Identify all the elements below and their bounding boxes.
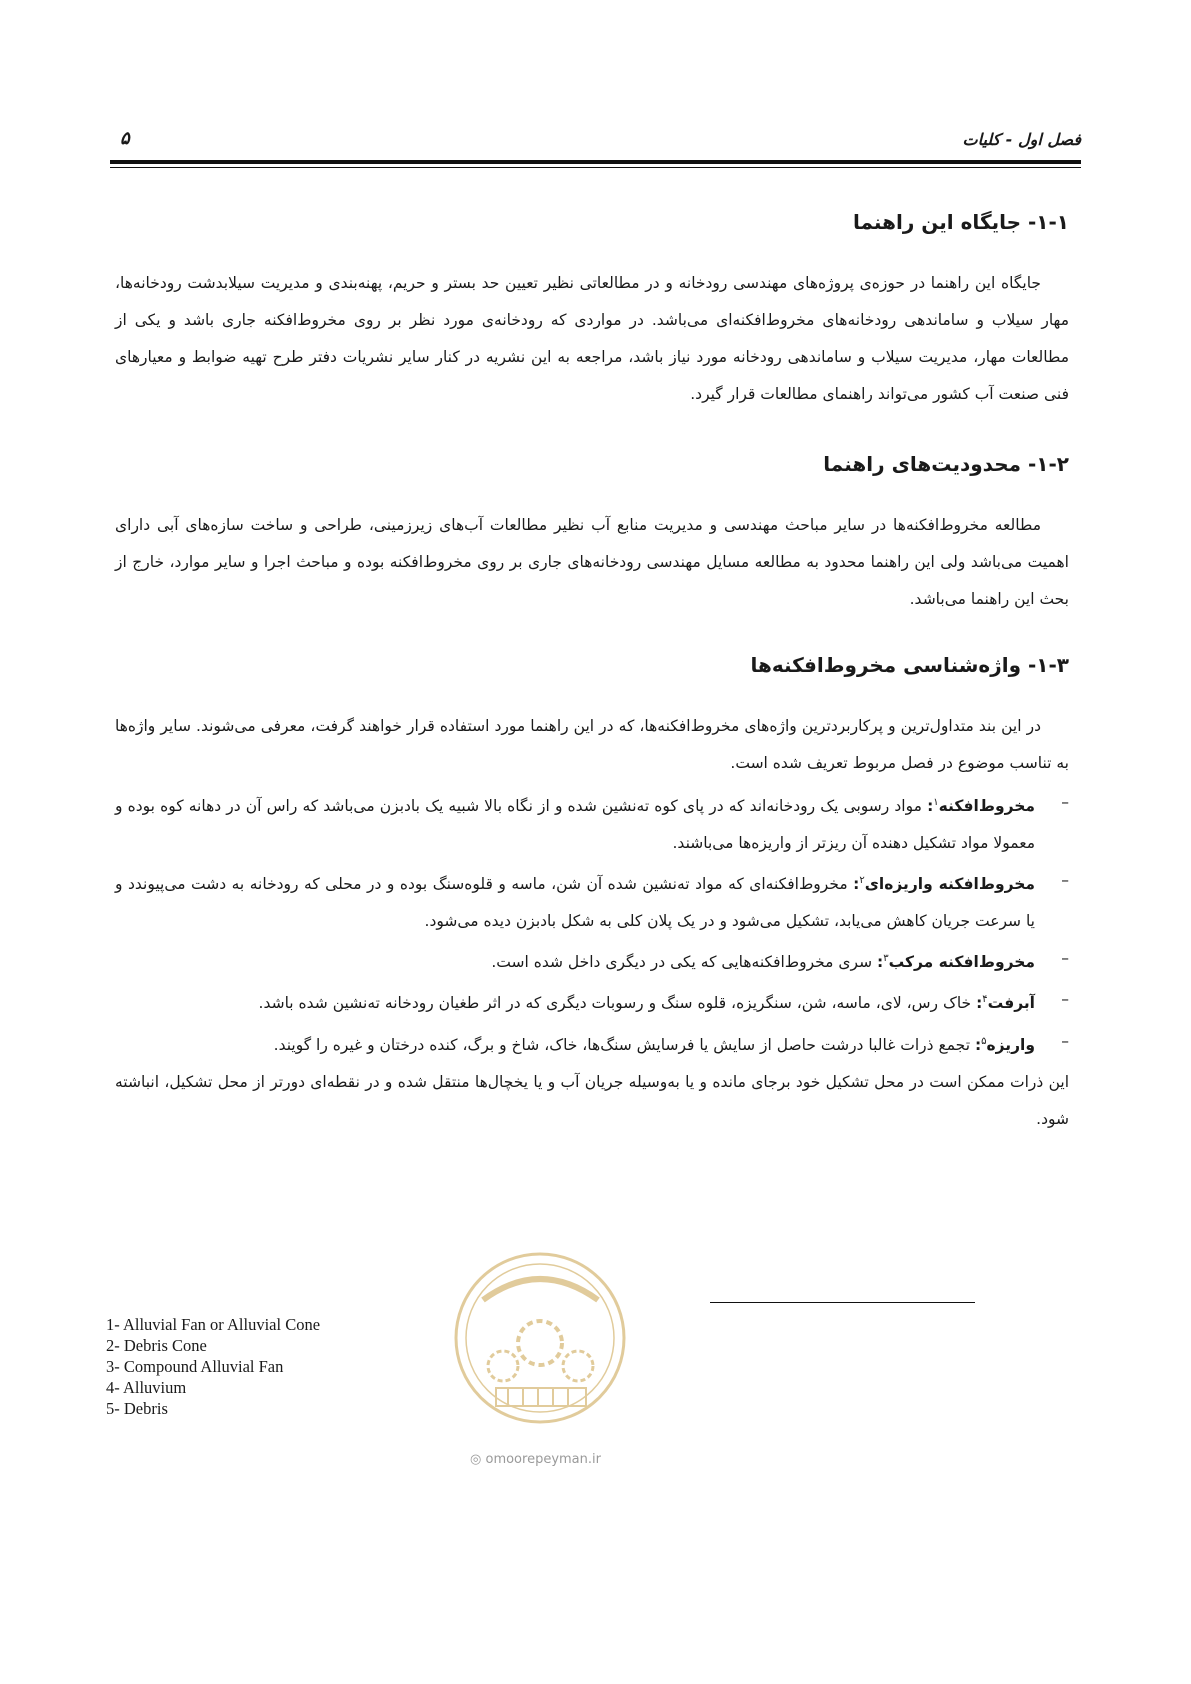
header-rule-thin [110, 167, 1081, 168]
term-name: مخروط‌افکنه [938, 797, 1035, 816]
footnote-item: 2- Debris Cone [106, 1336, 207, 1355]
term-definition: مواد رسوبی یک رودخانه‌اند که در پای کوه ته‌نشین شده و از نگاه بالا شبیه یک بادبزن می‌باشد که راس آن در دهانه کوه بوده و معمولا مواد تشکیل دهنده آن ریزتر از واریزه‌ها می‌باشند. [115, 797, 1035, 853]
section-title-2: ۱-۲- محدودیت‌های راهنما [823, 452, 1069, 476]
dash-bullet: – [1061, 871, 1069, 890]
footnote-separator [710, 1302, 975, 1303]
term-colon: : [853, 875, 860, 894]
footnote-item: 5- Debris [106, 1399, 168, 1418]
term-name: مخروط‌افکنه مرکب [888, 953, 1035, 972]
footnote-item: 1- Alluvial Fan or Alluvial Cone [106, 1315, 321, 1334]
section-3-intro: در این بند متداول‌ترین و پرکاربردترین واژه‌های مخروط‌افکنه‌ها، که در این راهنما مورد استفاده قرار خواهند گرفت، معرفی می‌شوند. سایر واژه‌ها به تناسب موضوع در فصل مربوط تعریف شده است. [115, 717, 1069, 772]
term-definition: سری مخروط‌افکنه‌هایی که یکی در دیگری داخل شده است. [491, 953, 878, 972]
section-3-closing: این ذرات ممکن است در محل تشکیل خود برجای مانده و یا به‌وسیله جریان آب و یا یخچال‌ها منتقل شده و در نقطه‌ای دورتر از محل تشکیل، انباشته شود. [115, 1072, 1069, 1128]
dash-bullet: – [1061, 990, 1069, 1009]
term-item [115, 981, 1069, 1022]
term-colon: : [974, 1035, 982, 1054]
footnote-ref: ۲ [859, 875, 865, 887]
dash-bullet: – [1061, 1031, 1069, 1050]
footnote-ref: ۱ [933, 797, 939, 808]
section-1-paragraph: جایگاه این راهنما در حوزه‌ی پروژه‌های مهندسی رودخانه و در مطالعاتی نظیر تعیین حد بستر و حریم، پهنه‌بندی و مدیریت سیلابدشت رودخانه‌ها، مهار سیلاب و ساماندهی رودخانه‌های مخروط‌افکنه‌ای می‌باشد. در مواردی که رودخانه‌ی مورد نظر بر روی مخروط‌افکنه جاری باشد و یکی از مطالعات مهار، مدیریت سیلاب و ساماندهی رودخانه مورد نیاز باشد، مراجعه به این نشریه در کنار سایر نشریات دفتر طرح تهیه ضوابط و معیارهای فنی صنعت آب کشور می‌تواند راهنمای مطالعات قرار گیرد. [115, 274, 1069, 403]
header-rule-thick [110, 160, 1081, 164]
section-2-paragraph: مطالعه مخروط‌افکنه‌ها در سایر مباحث مهندسی و مدیریت منابع آب نظیر مطالعات آب‌های زیرزمینی، طراحی و ساخت سازه‌های آبی دارای اهمیت می‌باشد ولی این راهنما محدود به مطالعه مسایل مهندسی رودخانه‌های جاری بر روی مخروط‌افکنه بوده و مباحث اجرا و سایر موارد، خارج از بحث این راهنما می‌باشد. [115, 516, 1069, 608]
term-definition: مخروط‌افکنه‌ای که مواد ته‌نشین شده آن شن، ماسه و قلوه‌سنگ بوده و در محلی که رودخانه به دشت می‌پیوندد و یا سرعت جریان کاهش می‌یابد، تشکیل می‌شود و در یک پلان کلی به شکل بادبزن دیده می‌شود. [115, 875, 1035, 931]
page-number: ۵ [120, 128, 130, 149]
footnote-item: 4- Alluvium [106, 1378, 187, 1397]
dash-bullet: – [1061, 949, 1069, 968]
term-item [115, 940, 1069, 981]
term-item [115, 1023, 1069, 1064]
term-name: آبرفت [987, 994, 1035, 1013]
term-name: مخروط‌افکنه واریزه‌ای [864, 875, 1036, 894]
term-definition: تجمع ذرات غالبا درشت حاصل از سایش یا فرسایش سنگ‌ها، خاک، شاخ و برگ، کنده درختان و غیره را گویند. [273, 1035, 975, 1054]
term-list [115, 784, 1069, 1064]
page-header [110, 126, 1081, 156]
section-title-3: ۱-۳- واژه‌شناسی مخروط‌افکنه‌ها [750, 653, 1069, 677]
chapter-title: فصل اول - کلیات [962, 130, 1081, 149]
footnote-item: 3- Compound Alluvial Fan [106, 1357, 284, 1376]
term-definition: خاک رس، لای، ماسه، شن، سنگریزه، قلوه سنگ و رسوبات دیگری که در اثر طغیان رودخانه ته‌نشین شده باشد. [258, 994, 977, 1013]
page-body [115, 205, 1069, 1138]
term-colon: : [976, 994, 983, 1013]
footnote-ref: ۵ [981, 1035, 987, 1047]
term-item [115, 784, 1069, 862]
term-name: واریزه [986, 1035, 1035, 1054]
section-title-1: ۱-۱- جایگاه این راهنما [853, 210, 1069, 234]
dash-bullet: – [1061, 793, 1069, 811]
footnotes [106, 1314, 320, 1419]
footnote-ref: ۳ [883, 953, 889, 965]
term-item [115, 862, 1069, 940]
watermark-url-text: omoorepeyman.ir [485, 1452, 601, 1467]
footnote-ref: ۴ [982, 994, 988, 1006]
term-colon: : [877, 953, 884, 972]
term-colon: : [927, 797, 934, 816]
watermark-url: ◎ omoorepeyman.ir [470, 1452, 601, 1467]
watermark-logo [448, 1238, 633, 1458]
